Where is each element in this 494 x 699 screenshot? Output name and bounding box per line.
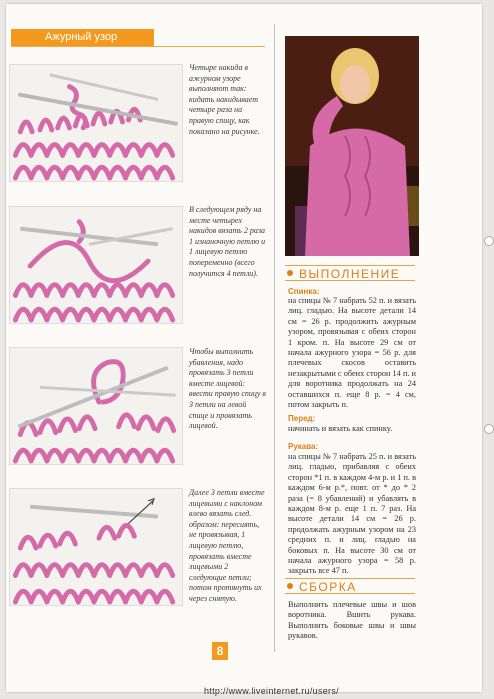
execution-heading-text: ВЫПОЛНЕНИЕ — [299, 267, 401, 281]
illustration-step-4 — [9, 488, 183, 606]
step-2-caption: В следующем ряду на месте четырех накидов вязать 2 раза 1 изнаночную петлю и 1 лицевую петлю попеременно (всего получится 4 петли). — [189, 205, 266, 278]
section-title-underline — [11, 46, 265, 47]
front-title: Перед: — [288, 414, 316, 423]
back-title: Спинка: — [288, 287, 320, 296]
illustration-step-1 — [9, 64, 183, 182]
front-text: начинать и вязать как спинку. — [288, 424, 393, 433]
column-divider — [274, 24, 275, 652]
assembly-heading — [285, 578, 415, 594]
bullet-icon — [287, 270, 293, 276]
page-number: 8 — [212, 642, 228, 660]
knitting-illustration-2 — [10, 207, 182, 323]
knitting-illustration-3 — [10, 348, 182, 464]
illustration-step-2 — [9, 206, 183, 324]
sleeves-text: на спицы № 7 набрать 25 п. и вязать лиц. гладью, прибавляя с обеих сторон *1 п. в каждом 4-м р. и 1 п. в каждом 6-м р.*, повт. от * до * 2 раза (= 8 убавлений) и убавлять в каждом 8-м р. еще 1 п. 7 раз. На высоте детали 14 см = 26 р. продолжать ажурным узором на 23 средних п. и лиц. гладью на боковых п. На высоте 30 см от начала ажурного узора = 58 р. закрыть все 47 п. — [288, 452, 416, 576]
model-photo — [285, 36, 419, 256]
knitting-illustration-4 — [10, 489, 182, 605]
knitting-illustration-1 — [10, 65, 182, 181]
binder-hole — [484, 236, 494, 246]
back-text: на спицы № 7 набрать 52 п. и вязать лиц. гладью. На высоте детали 14 см = 26 р. продолжить ажурным узором, провязывая с обеих сторон 1 кром. п. На высоте 29 см от начала ажурного узора = 56 р. для плечевых скосов оставить незакрытыми с обеих сторон 14 п. и для воротника продолжать на 24 оставшихся п. еще 8 р. = 4 см, потом закрыть п. — [288, 296, 416, 410]
footer-url[interactable]: http://www.liveinternet.ru/users/ — [204, 686, 339, 696]
execution-heading — [285, 265, 415, 281]
assembly-heading-text: СБОРКА — [299, 580, 357, 594]
bullet-icon — [287, 583, 293, 589]
illustration-step-3 — [9, 347, 183, 465]
step-3-caption: Чтобы выполнить убавления, надо провязать 3 петли вместе лицевой: ввести правую спицу в 3 петли на левой спице и провязать лицевой. — [189, 347, 266, 431]
assembly-text: Выполнить плечевые швы и шов воротника. Вшить рукава. Выполнить боковые швы и швы рукавов. — [288, 600, 416, 641]
step-4-caption: Далее 3 петли вместе лицевыми с наклоном влево вязать след. образом: пересиять, не провязывая, 1 лицевую петлю, провязать вместе лицевыми 2 следующие петли; потом протянуть их через снятую. — [189, 488, 265, 603]
step-1-caption: Четыре накида в ажурном узоре выполняют так: кидать накидывает четыре раза на правую спицу, как показано на рисунке. — [189, 63, 260, 136]
binder-hole — [484, 424, 494, 434]
model-photo-illustration — [285, 36, 419, 256]
section-title-tab: Ажурный узор — [11, 29, 154, 46]
sleeves-title: Рукава: — [288, 442, 319, 451]
